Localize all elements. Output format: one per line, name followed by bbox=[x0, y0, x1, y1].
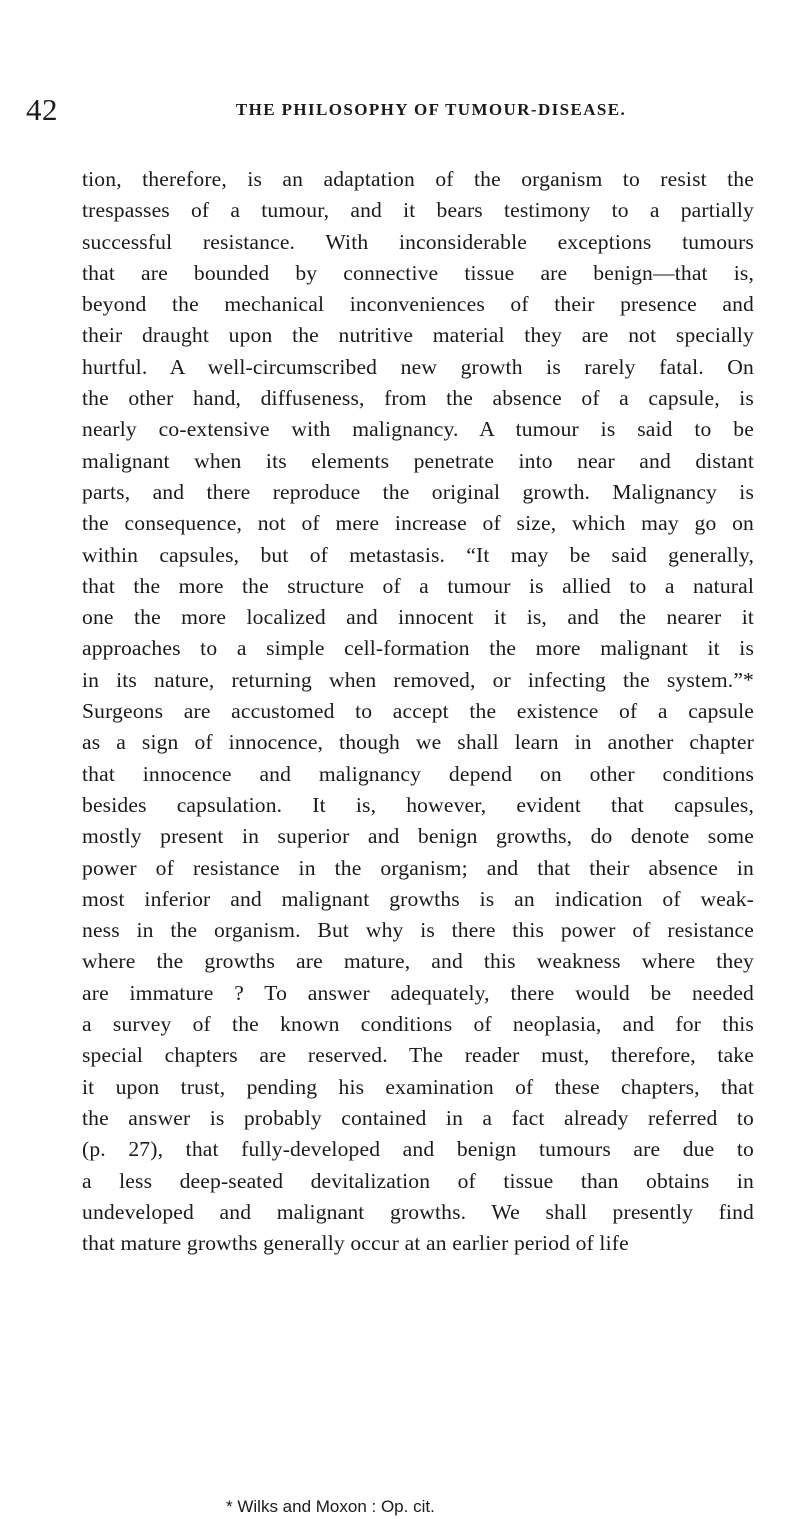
text-line: that are bounded by connective tissue are benign—that is, bbox=[82, 260, 754, 285]
text-line: undeveloped and malignant growths. We shall presently find bbox=[82, 1199, 754, 1224]
text-line: the consequence, not of mere increase of size, which may go on bbox=[82, 511, 754, 536]
text-line: ness in the organism. But why is there this power of resistance bbox=[82, 918, 754, 943]
page-header bbox=[26, 90, 756, 130]
text-line: successful resistance. With inconsiderable exceptions tumours bbox=[82, 229, 754, 254]
text-line: mostly present in superior and benign growths, do denote some bbox=[82, 824, 754, 849]
text-line: hurtful. A well-circumscribed new growth is rarely fatal. On bbox=[82, 354, 754, 379]
text-line: that innocence and malignancy depend on other conditions bbox=[82, 761, 754, 786]
body-text bbox=[82, 164, 754, 1259]
text-line: tion, therefore, is an adaptation of the organism to resist the bbox=[82, 167, 754, 191]
text-line: Surgeons are accustomed to accept the existence of a capsule bbox=[82, 699, 754, 724]
text-line: that the more the structure of a tumour is allied to a natural bbox=[82, 573, 754, 598]
text-line: trespasses of a tumour, and it bears testimony to a partially bbox=[82, 198, 754, 223]
text-line: as a sign of innocence, though we shall learn in another chapter bbox=[82, 730, 754, 755]
text-line: approaches to a simple cell-formation the more malignant it is bbox=[82, 636, 754, 661]
page-number: 42 bbox=[26, 92, 58, 127]
text-line: are immature ? To answer adequately, there would be needed bbox=[82, 980, 754, 1005]
text-line: malignant when its elements penetrate into near and distant bbox=[82, 448, 754, 473]
text-line: within capsules, but of metastasis. “It may be said generally, bbox=[82, 542, 754, 567]
text-line: that mature growths generally occur at an earlier period of life bbox=[82, 1231, 629, 1256]
text-line: one the more localized and innocent it is, and the nearer it bbox=[82, 605, 754, 630]
running-head: THE PHILOSOPHY OF TUMOUR-DISEASE. bbox=[235, 100, 627, 119]
text-line: in its nature, returning when removed, or infecting the system.”* bbox=[82, 667, 754, 692]
text-line: most inferior and malignant growths is an indication of weak- bbox=[82, 886, 754, 911]
text-line: parts, and there reproduce the original growth. Malignancy is bbox=[82, 479, 754, 504]
footnote: * Wilks and Moxon : Op. cit. bbox=[226, 1497, 435, 1516]
text-line: beyond the mechanical inconveniences of their presence and bbox=[82, 292, 754, 317]
text-line: nearly co-extensive with malignancy. A tumour is said to be bbox=[82, 417, 754, 442]
text-line: power of resistance in the organism; and that their absence in bbox=[82, 855, 754, 880]
text-line: besides capsulation. It is, however, evident that capsules, bbox=[82, 792, 754, 817]
text-line: (p. 27), that fully-developed and benign tumours are due to bbox=[82, 1137, 754, 1162]
text-line: a survey of the known conditions of neoplasia, and for this bbox=[82, 1012, 754, 1037]
text-line: special chapters are reserved. The reader must, therefore, take bbox=[82, 1043, 754, 1068]
text-line: it upon trust, pending his examination of these chapters, that bbox=[82, 1074, 754, 1099]
text-line: their draught upon the nutritive material they are not specially bbox=[82, 323, 754, 348]
text-line: the answer is probably contained in a fact already referred to bbox=[82, 1105, 754, 1130]
text-line: a less deep-seated devitalization of tissue than obtains in bbox=[82, 1168, 754, 1193]
text-line: the other hand, diffuseness, from the absence of a capsule, is bbox=[82, 386, 754, 411]
text-line: where the growths are mature, and this weakness where they bbox=[82, 949, 754, 974]
